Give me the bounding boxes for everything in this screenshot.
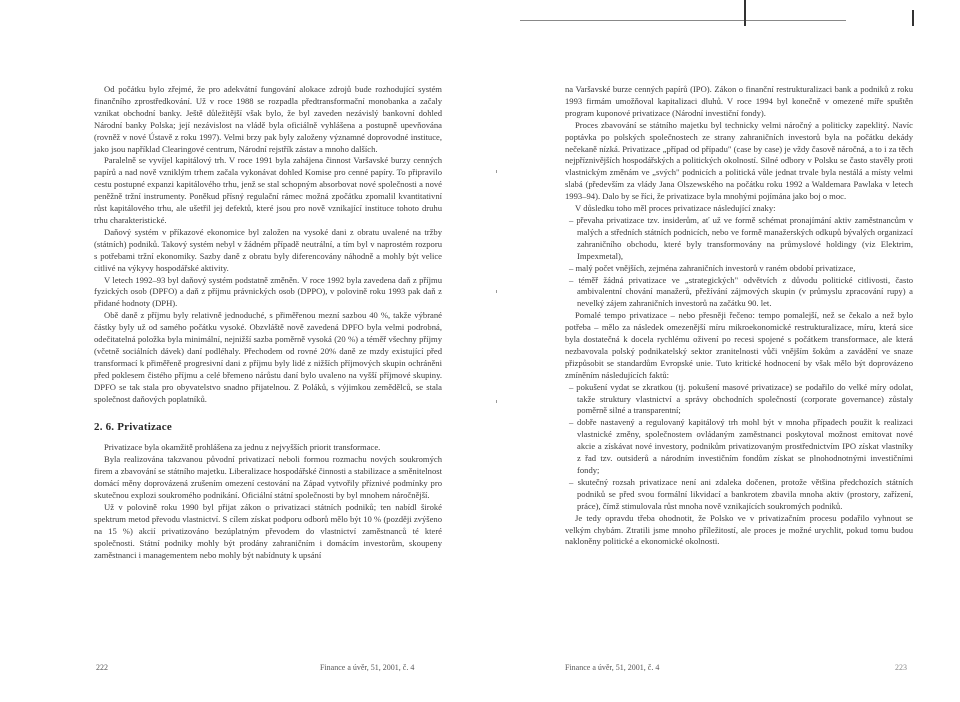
paragraph: Byla realizována takzvanou původní privatizací neboli formou rozmachu nových soukromých firem a zbavování se státního majetku. Liberalizace hospodářské činnosti a stabilizace a směnitelnost domácí měny doprovázená zrušením omezení cestování na Západ vytvořily příznivé podmínky pro skutečnou explozi soukromého podnikání. Oficiální státní společnosti by byl mnohem náročnější. — [94, 454, 442, 501]
paragraph: V důsledku toho měl proces privatizace následující znaky: — [575, 203, 776, 214]
list-item: – skutečný rozsah privatizace není ani zdaleka dočenen, protože většina předchozích státních podniků se před svou formální likvidací a bankrotem zbavila mnoha aktiv (prostory, zařízení, práce), čímž stimulovala růst mnoha nově vznikajících soukromých podniků. — [569, 476, 913, 511]
paragraph: Pomalé tempo privatizace – nebo přesněji řečeno: tempo pomalejší, než se čekalo a než bylo potřeba – mělo za následek omezenější míru mikroekonomické restrukturalizace, míru, která sice byla dostatečná k docela rychlému oživení po recesi spojené s počátkem transformace, ale která nezbavovala polský podnikatelský sektor zranitelnosti vůči vnějším šokům a zavádění ve snaze přizpůsobit se standardům Evropské unie. Tuto kritické hodnocení by však mělo být doprovázeno zmíněním následujících faktů: — [565, 310, 913, 380]
paragraph: Obě daně z příjmu byly relativně jednoduché, s přiměřenou mezní sazbou 40 %, takže výbrané částky byly už od samého počátku vysoké. Obzvláště nově zavedená DPFO byla velmi podrobná, odečitatelná položka byla minimální, nejnižší sazba poměrně vysoká (20 %) a téměř všechny příjmy (včetně sociálních dávek) daní podléhaly. Přechodem od rovné 20% daně ze mzdy existující před transformací k přiměřeně progresivní dani z příjmu byly lidé z nižších příjmových skupin ochráněni před poklesem čistého příjmu a celé břemeno nárůstu daní bylo uvaleno na vyšší příjmové skupiny. DPFO se tak stala pro obyvatelstvo snadno přijatelnou. Z Poláků, s výjimkou zemědělců, se stala společnost daňových poplatníků. — [94, 310, 442, 404]
gutter-mark — [496, 400, 497, 403]
paragraph: Je tedy opravdu třeba ohodnotit, že Polsko ve v privatizačním procesu podařilo vyhnout se velkým chybám. Ztratili jsme mnoho příležitostí, ale proces je možné urychlit, pokud tomu budou nakloněny politické a ekonomické okolnosti. — [565, 512, 913, 547]
scan-edge-mark — [744, 0, 746, 26]
paragraph: Už v polovině roku 1990 byl přijat zákon o privatizaci státních podniků; ten nabídl široké spektrum metod převodu vlastnictví. S cílem získat podporu odborů mělo být 10 % (později zvýšeno na 15 %) akcií privatizováno bezúplatným převodem do vlastnictví zaměstnanců té které společnosti. Státní podniky mohly být prodány zahraničním i domácím investorům, skoupeny zaměstnanci i managementem nebo mohly být nabídnuty k upsání — [94, 502, 442, 560]
journal-footer: Finance a úvěr, 51, 2001, č. 4 — [320, 663, 415, 672]
journal-footer: Finance a úvěr, 51, 2001, č. 4 — [565, 663, 660, 672]
list-item: – malý počet vnějších, zejména zahraničních investorů v raném období privatizace, — [569, 262, 856, 273]
list-item: – převaha privatizace tzv. insiderům, ať už ve formě schémat pronajímání aktiv zaměstnancům v malých a středních státních podnicích, nebo ve formě manažerských odkupů bývalých organizací zahraničního obchodu, které byly transformovány na průmyslové holdingy (viz Elektrim, Impexmetal), — [569, 214, 913, 261]
scan-edge-mark — [912, 10, 914, 26]
gutter-mark — [496, 290, 497, 293]
paragraph: na Varšavské burze cenných papírů (IPO). Zákon o finanční restrukturalizaci bank a podniků z roku 1993 firmám umožňoval kapitalizaci dluhů. V roce 1994 byl konečně v omezené míře spuštěn program kuponové privatizace (Národní investiční fondy). — [565, 84, 913, 118]
page-number: 223 — [895, 663, 907, 672]
list-item: – dobře nastavený a regulovaný kapitálový trh mohl být v mnoha případech použit k realizaci vlastnické změny, společnostem ovládaným zaměstnanci poskytoval možnost emitovat nové akcie a získávat nové investory, podnikům privatizovaným prostřednictvím IPO získat vlastníky z řad tzv. outsiderů a národním investičním fondům získat se plnohodnotnými investičními fondy; — [569, 417, 913, 475]
left-page — [94, 84, 442, 562]
page-number: 222 — [96, 663, 108, 672]
paragraph: V letech 1992–93 byl daňový systém podstatně změněn. V roce 1992 byla zavedena daň z příjmu fyzických osob (DPFO) a daň z příjmu právnických osob (DPPO), v polovině roku 1993 pak daň z přidané hodnoty (DPH). — [94, 274, 442, 309]
bullet-list — [565, 382, 913, 513]
gutter-mark — [496, 170, 497, 173]
paragraph: Privatizace byla okamžitě prohlášena za jednu z nejvyšších priorit transformace. — [104, 442, 381, 453]
right-page — [565, 84, 913, 548]
list-item: – téměř žádná privatizace ve „strategických" odvětvích z důvodu politické citlivosti, často ambivalentní chování manažerů, přežívání zájmových skupin (v průmyslu zpracování rupy) a nevelký zájem zahraničních investorů na začátku 90. let. — [569, 274, 913, 309]
scan-edge-line — [520, 20, 846, 21]
bullet-list — [565, 215, 913, 310]
paragraph: Proces zbavování se státního majetku byl technicky velmi náročný a politicky zapeklitý. Navíc poptávka po polských společnostech ze strany zahraničních investorů byla na počátku dekády nečekaně nízká. Privatizace „případ od případu" (case by case) je vždy časově náročná, a to i za těch nejpříznivějších hospodářských a politických okolností. Silné odbory v Polsku se často stavěly proti vlastnickým změnám ve „svých" podnicích a politická vůle jednat trvale byla nestálá a místy velmi slabá (především za vlády Jana Olszewského na počátku roku 1992 a Waldemara Pawlaka v letech 1993–94). Dalo by se říci, že privatizace byla mnohými pojímána jako boj o moc. — [565, 119, 913, 202]
paragraph: Paralelně se vyvíjel kapitálový trh. V roce 1991 byla zahájena činnost Varšavské burzy cenných papírů a nad nově vzniklým trhem začala vykonávat dohled Komise pro cenné papíry. To připravilo cestu postupné expanzi kapitálového trhu, jenž se stal schopným absorbovat nové společnosti a nové peněžně tržní instrumenty. Poněkud přísný regulační rámec možná zpočátku zpomalil kvantitativní růst kapitálového trhu, ale ušetřil jej defektů, které jsou pro nově vznikající instituce tohoto druhu trhu charakteristické. — [94, 155, 442, 225]
paragraph: Daňový systém v příkazové ekonomice byl založen na vysoké dani z obratu uvalené na tržby (státních) podniků. Takový systém nebyl v žádném případě neutrální, a tím byl v naprostém rozporu s potřebami tržní ekonomiky. Sazby daně z obratu byly diferencovány náhodně a mohly být velice citlivé na výkyvy hospodářské aktivity. — [94, 226, 442, 273]
paragraph: Od počátku bylo zřejmé, že pro adekvátní fungování alokace zdrojů bude rozhodující systém finančního zprostředkování. Už v roce 1988 se rozpadla předtransformační monobanka a začaly vznikat obchodní banky. Ještě důležitější však bylo, že byl zaveden nezávislý bankovní dohled Národní banky Polska; její nezávislost na vládě byla oficiálně vyhlášena a postupně upevňována (rovněž v nové Ústavě z roku 1997). Velmi brzy pak byly založeny významné doprovodné instituce, jako jsou například Clearingové centrum, Národní rejstřík zástav a mnoho dalších. — [94, 84, 442, 154]
list-item: – pokušení vydat se zkratkou (tj. pokušení masové privatizace) se podařilo do velké míry odolat, takže struktury vlastnictví a správy obchodních společností (corporate governance) zůstaly poměrně silné a transparentní; — [569, 381, 913, 416]
section-heading: 2. 6. Privatizace — [94, 421, 172, 434]
